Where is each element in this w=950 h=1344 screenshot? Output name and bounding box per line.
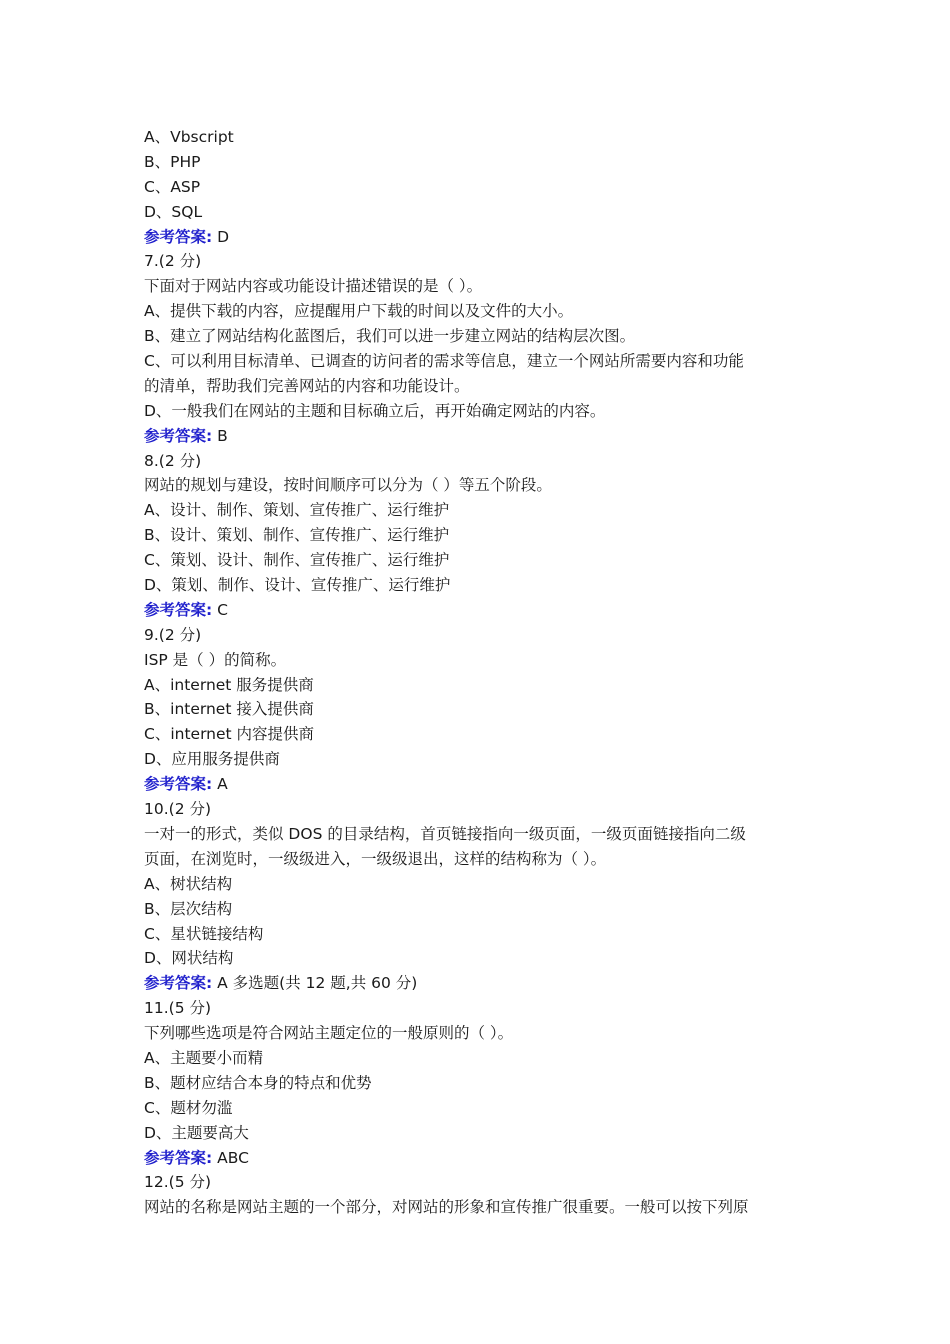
q8-option-b: B、设计、策划、制作、宣传推广、运行维护 bbox=[144, 526, 450, 545]
q6-option-d: D、SQL bbox=[144, 202, 203, 221]
q8-option-c: C、策划、设计、制作、宣传推广、运行维护 bbox=[144, 551, 450, 570]
q8-answer bbox=[144, 598, 814, 623]
q10-stem-line-2: 页面，在浏览时，一级级进入，一级级退出，这样的结构称为（ ）。 bbox=[144, 849, 607, 868]
q9-number: 9.(2 分) bbox=[144, 625, 202, 644]
q7-answer bbox=[144, 424, 814, 449]
q7-option-c-continued: 的清单，帮助我们完善网站的内容和功能设计。 bbox=[144, 376, 470, 395]
q8-option-d: D、策划、制作、设计、宣传推广、运行维护 bbox=[144, 576, 451, 595]
document-page bbox=[144, 125, 814, 1220]
q11-answer bbox=[144, 1146, 814, 1171]
q7-stem: 下面对于网站内容或功能设计描述错误的是（ ）。 bbox=[144, 277, 483, 296]
answer-label: 参考答案: bbox=[144, 775, 213, 794]
answer-label: 参考答案: bbox=[144, 974, 213, 993]
q8-option-a: A、设计、制作、策划、宣传推广、运行维护 bbox=[144, 501, 450, 520]
q11-option-c: C、题材勿滥 bbox=[144, 1098, 233, 1117]
q6-option-b: B、PHP bbox=[144, 152, 201, 171]
q11-number: 11.(5 分) bbox=[144, 999, 212, 1018]
answer-label: 参考答案: bbox=[144, 426, 213, 445]
q7-option-c: C、可以利用目标清单、已调查的访问者的需求等信息，建立一个网站所需要内容和功能 bbox=[144, 352, 744, 371]
q9-option-c: C、internet 内容提供商 bbox=[144, 725, 315, 744]
q12-number: 12.(5 分) bbox=[144, 1173, 212, 1192]
q10-option-b: B、层次结构 bbox=[144, 899, 233, 918]
answer-value: C bbox=[212, 600, 228, 619]
q9-stem: ISP 是（ ）的简称。 bbox=[144, 650, 287, 669]
q10-option-d: D、网状结构 bbox=[144, 949, 234, 968]
q11-option-d: D、主题要高大 bbox=[144, 1123, 249, 1142]
q9-option-d: D、应用服务提供商 bbox=[144, 750, 280, 769]
q7-option-d: D、一般我们在网站的主题和目标确立后，再开始确定网站的内容。 bbox=[144, 401, 606, 420]
answer-value: ABC bbox=[212, 1148, 249, 1167]
answer-value: D bbox=[212, 227, 230, 246]
q7-option-b: B、建立了网站结构化蓝图后，我们可以进一步建立网站的结构层次图。 bbox=[144, 327, 636, 346]
answer-label: 参考答案: bbox=[144, 1148, 213, 1167]
q6-option-a: A、Vbscript bbox=[144, 128, 234, 146]
answer-label: 参考答案: bbox=[144, 600, 213, 619]
q11-stem: 下列哪些选项是符合网站主题定位的一般原则的（ ）。 bbox=[144, 1024, 514, 1043]
q8-number: 8.(2 分) bbox=[144, 451, 202, 470]
q9-option-b: B、internet 接入提供商 bbox=[144, 700, 314, 719]
answer-value: A 多选题(共 12 题,共 60 分) bbox=[212, 974, 418, 993]
q11-option-a: A、主题要小而精 bbox=[144, 1048, 264, 1067]
q11-option-b: B、题材应结合本身的特点和优势 bbox=[144, 1073, 372, 1092]
answer-value: A bbox=[212, 775, 228, 794]
q10-answer bbox=[144, 971, 814, 996]
q12-stem: 网站的名称是网站主题的一个部分，对网站的形象和宣传推广很重要。一般可以按下列原 bbox=[144, 1198, 749, 1217]
answer-label: 参考答案: bbox=[144, 227, 213, 246]
q6-option-c: C、ASP bbox=[144, 177, 201, 196]
q10-number: 10.(2 分) bbox=[144, 800, 212, 819]
answer-value: B bbox=[212, 426, 228, 445]
q10-option-c: C、星状链接结构 bbox=[144, 924, 264, 943]
q10-stem-line-1: 一对一的形式，类似 DOS 的目录结构，首页链接指向一级页面，一级页面链接指向二级 bbox=[144, 824, 746, 843]
q6-answer bbox=[144, 225, 814, 250]
q10-option-a: A、树状结构 bbox=[144, 874, 233, 893]
q9-answer bbox=[144, 772, 814, 797]
q7-option-a: A、提供下载的内容，应提醒用户下载的时间以及文件的大小。 bbox=[144, 302, 574, 321]
q8-stem: 网站的规划与建设，按时间顺序可以分为（ ）等五个阶段。 bbox=[144, 476, 552, 495]
q7-number: 7.(2 分) bbox=[144, 252, 202, 271]
q9-option-a: A、internet 服务提供商 bbox=[144, 675, 314, 694]
